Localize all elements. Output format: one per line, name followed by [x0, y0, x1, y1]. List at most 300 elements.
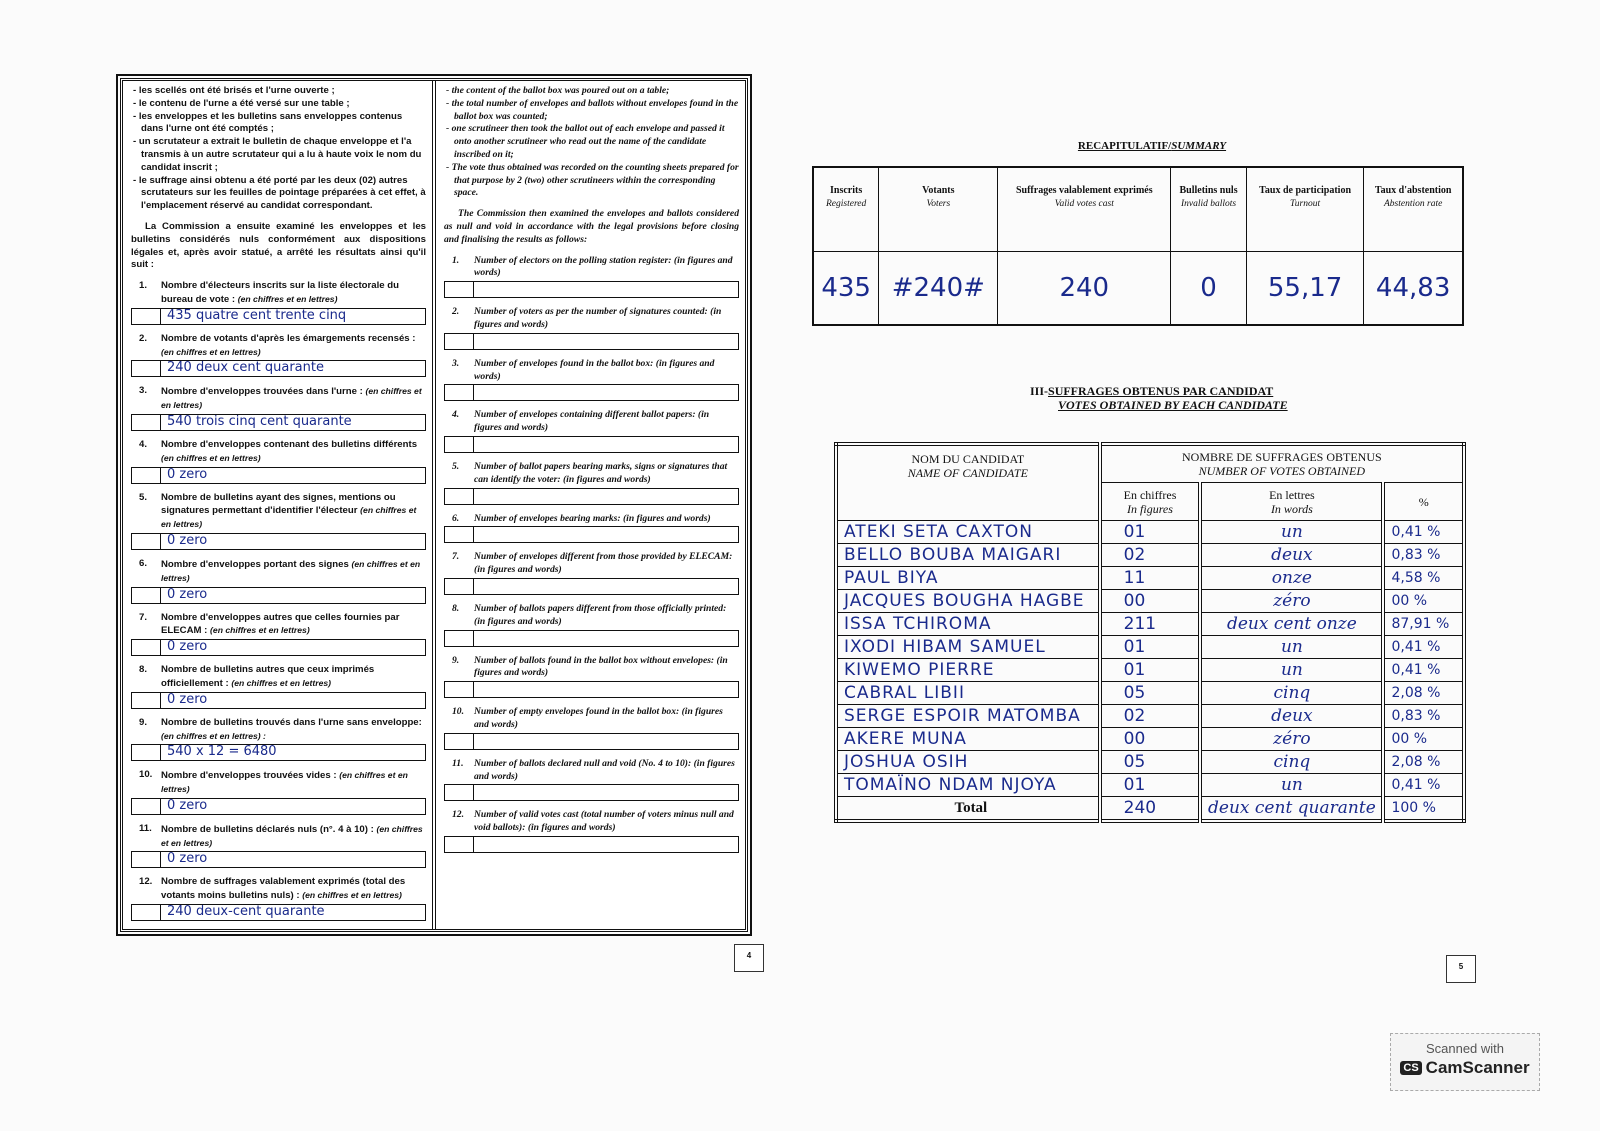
item-hint: (en chiffres et en lettres) [210, 625, 310, 636]
answer-code-cell [132, 905, 161, 920]
summary-value: 44,83 [1364, 252, 1463, 326]
answer-field[interactable] [444, 488, 739, 505]
item-text [161, 876, 426, 903]
candidate-name: JOSHUA OSIH [836, 751, 1100, 774]
handwritten-answer [474, 385, 738, 400]
procedure-bullet: - the content of the ballot box was poured out on a table; [446, 85, 670, 96]
candidate-votes-words: deux [1200, 544, 1383, 567]
answer-code-cell [445, 785, 474, 800]
header-votes-obtained: NOMBRE DE SUFFRAGES OBTENUS NUMBER OF VOTES OBTAINED [1100, 444, 1464, 483]
form-item-question [444, 409, 739, 435]
handwritten-answer [474, 631, 738, 646]
handwritten-answer [474, 682, 738, 697]
form-item [444, 809, 739, 853]
answer-code-cell [445, 837, 474, 852]
summary-header-fr: Bulletins nuls [1179, 185, 1238, 196]
candidate-votes-figures: 11 [1100, 567, 1201, 590]
item-label: Nombre de suffrages valablement exprimés (total des votants moins bulletins nuls) : [161, 876, 406, 902]
procedure-bullet: - les scellés ont été brisés et l'urne ouverte ; [133, 85, 335, 96]
candidate-votes-figures: 02 [1100, 544, 1201, 567]
form-item-question [131, 823, 426, 851]
item-label: Nombre de votants d'après les émargements recensés : [161, 332, 416, 344]
item-label: Nombre d'enveloppes autres que celles fournies par ELECAM : [161, 611, 400, 637]
item-number: 11. [452, 757, 464, 769]
answer-field[interactable] [131, 692, 426, 709]
candidate-percent: 0,83 % [1383, 544, 1464, 567]
candidate-votes-words: un [1200, 521, 1383, 544]
item-text [161, 280, 426, 307]
votes-title-fr: SUFFRAGES OBTENUS PAR CANDIDAT [1048, 384, 1274, 398]
handwritten-answer: 240 deux cent quarante [167, 361, 324, 376]
item-number: 1. [139, 280, 148, 292]
candidate-votes-figures: 05 [1100, 682, 1201, 705]
handwritten-answer: 540 x 12 = 6480 [167, 745, 277, 760]
candidate-votes-words: un [1200, 774, 1383, 797]
candidate-name: AKERE MUNA [836, 728, 1100, 751]
item-number: 6. [139, 557, 148, 569]
item-text [161, 385, 426, 413]
answer-field[interactable] [444, 384, 739, 401]
handwritten-answer: 0 zero [167, 640, 208, 655]
form-item [131, 492, 426, 550]
summary-table [812, 166, 1464, 326]
answer-field[interactable] [131, 533, 426, 550]
item-text [161, 664, 426, 691]
form-item [131, 769, 426, 815]
handwritten-answer: 435 quatre cent trente cinq [167, 308, 347, 323]
candidate-row [836, 521, 1464, 544]
form-item [444, 255, 739, 299]
french-paragraph: La Commission a ensuite examiné les enveloppes et les bulletins considérés nuls conformément aux dispositions légales et, après avoir statué, a arrêté les résultats ainsi qu'il suit : [131, 220, 426, 271]
candidate-votes-figures: 00 [1100, 728, 1201, 751]
candidate-votes-words: zéro [1200, 590, 1383, 613]
handwritten-answer: 0 zero [167, 467, 208, 482]
candidate-votes-figures: 05 [1100, 751, 1201, 774]
handwritten-answer [474, 734, 738, 749]
item-text [161, 612, 426, 639]
form-item-question [444, 255, 739, 281]
summary-value: 0 [1171, 252, 1247, 326]
item-label: Number of empty envelopes found in the ballot box: (in figures and words) [474, 706, 723, 730]
item-label: Number of voters as per the number of signatures counted: (in figures and words) [474, 306, 722, 330]
candidate-name: TOMAÏNO NDAM NJOYA [836, 774, 1100, 797]
candidate-votes-words: deux cent onze [1200, 613, 1383, 636]
item-label: Nombre d'électeurs inscrits sur la liste électorale du bureau de vote : [161, 280, 399, 305]
item-label: Number of ballots found in the ballot box without envelopes: (in figures and words) [474, 654, 728, 679]
item-label: Nombre de bulletins déclarés nuls (n°. 4 à 10) : [161, 823, 374, 835]
answer-field[interactable] [131, 587, 426, 604]
item-label: Nombre d'enveloppes contenant des bulletins différents [161, 438, 418, 450]
answer-field[interactable] [444, 526, 739, 543]
item-hint: (en chiffres et en lettres) [161, 452, 261, 463]
summary-header [813, 167, 879, 252]
handwritten-answer [474, 282, 738, 297]
french-items [131, 280, 426, 921]
summary-header-en: Voters [926, 199, 951, 209]
candidate-row [836, 567, 1464, 590]
total-percent: 100 % [1383, 797, 1464, 822]
form-item-question [131, 664, 426, 691]
item-label: Number of envelopes different from those provided by ELECAM: (in figures and words) [474, 551, 733, 576]
form-item-question [131, 558, 426, 586]
item-number: 12. [139, 876, 153, 888]
form-item-question [444, 306, 739, 332]
page-number-5: 5 [1446, 955, 1476, 983]
answer-field[interactable] [444, 630, 739, 647]
watermark-text: Scanned with [1425, 1041, 1505, 1056]
left-page-form [120, 78, 748, 932]
procedure-bullet: - le contenu de l'urne a été versé sur une table ; [133, 97, 350, 109]
item-text [474, 758, 739, 784]
total-label: Total [836, 797, 1100, 822]
form-item-question [444, 655, 739, 681]
item-label: Nombre de bulletins trouvés dans l'urne sans enveloppe: [161, 716, 422, 728]
answer-field[interactable] [444, 281, 739, 298]
answer-code-cell [445, 489, 474, 504]
answer-code-cell [445, 579, 474, 594]
candidate-percent: 87,91 % [1383, 613, 1464, 636]
summary-header-fr: Votants [922, 185, 955, 196]
candidate-votes-figures: 01 [1100, 636, 1201, 659]
page-number-4: 4 [734, 944, 764, 972]
item-number: 2. [139, 332, 148, 344]
candidate-percent: 0,41 % [1383, 659, 1464, 682]
item-number: 10. [139, 769, 153, 781]
candidate-row [836, 751, 1464, 774]
handwritten-answer: 0 zero [167, 692, 208, 707]
answer-code-cell [132, 361, 161, 376]
votes-title-en: VOTES OBTAINED BY EACH CANDIDATE [1058, 398, 1288, 412]
french-procedure-list [131, 85, 426, 213]
answer-code-cell [132, 852, 161, 867]
candidate-percent: 0,83 % [1383, 705, 1464, 728]
total-row [836, 797, 1464, 822]
handwritten-answer: 540 trois cinq cent quarante [167, 414, 352, 429]
form-item-question [444, 513, 739, 526]
summary-header-en: Turnout [1290, 199, 1321, 209]
item-label: Number of envelopes bearing marks: (in figures and words) [474, 512, 711, 524]
item-text [161, 333, 426, 360]
answer-field[interactable] [131, 639, 426, 656]
answer-code-cell [445, 334, 474, 349]
summary-header-fr: Suffrages valablement exprimés [1015, 185, 1153, 196]
item-label: Number of envelopes found in the ballot box: (in figures and words) [474, 357, 715, 382]
candidate-votes-figures: 01 [1100, 659, 1201, 682]
item-text [474, 306, 739, 332]
item-number: 11. [139, 822, 152, 834]
total-figures: 240 [1100, 797, 1201, 822]
candidate-votes-figures: 02 [1100, 705, 1201, 728]
form-item [131, 558, 426, 604]
candidate-votes-words: onze [1200, 567, 1383, 590]
procedure-bullet: - le suffrage ainsi obtenu a été porté par les deux (02) autres scrutateurs sur les feuilles de pointage préparées à cet effet, à l'emplacement réservé au candidat correspondant. [133, 174, 426, 212]
handwritten-answer [474, 334, 738, 349]
handwritten-answer [474, 785, 738, 800]
item-label: Number of electors on the polling station register: (in figures and words) [474, 254, 733, 279]
summary-title-fr: RECAPITULATIF/ [1077, 140, 1172, 152]
handwritten-answer [474, 837, 738, 852]
form-item [131, 333, 426, 378]
form-item-question [131, 769, 426, 797]
answer-field[interactable] [131, 744, 426, 761]
procedure-bullet: - the total number of envelopes and ballots without envelopes found in the ballot box was counted; [446, 97, 739, 122]
handwritten-answer [474, 579, 738, 594]
candidate-row [836, 728, 1464, 751]
item-number: 8. [452, 602, 460, 614]
handwritten-answer: 0 zero [167, 533, 208, 548]
form-item [444, 758, 739, 802]
form-item [444, 409, 739, 453]
item-hint: (en chiffres et en lettres) [237, 293, 338, 304]
item-number: 2. [452, 306, 460, 318]
form-item [131, 664, 426, 709]
item-text [161, 823, 426, 851]
answer-field[interactable] [131, 904, 426, 921]
form-item [131, 439, 426, 484]
candidate-row [836, 705, 1464, 728]
item-number: 6. [452, 512, 460, 524]
candidate-percent: 2,08 % [1383, 682, 1464, 705]
candidate-votes-figures: 01 [1100, 774, 1201, 797]
item-hint: (en chiffres et en lettres) [161, 386, 422, 411]
item-text [474, 551, 739, 577]
answer-code-cell [445, 631, 474, 646]
header-percent: % [1383, 483, 1464, 521]
answer-field[interactable] [131, 851, 426, 868]
summary-header-en: Invalid ballots [1180, 199, 1237, 209]
item-label: Number of ballots declared null and void (No. 4 to 10): (in figures and words) [474, 757, 735, 782]
answer-code-cell [132, 799, 161, 814]
item-label: Nombre de bulletins autres que ceux imprimés officiellement : [161, 664, 375, 689]
form-item [131, 717, 426, 762]
item-text [474, 255, 739, 281]
candidate-percent: 0,41 % [1383, 521, 1464, 544]
candidate-votes-figures: 01 [1100, 521, 1201, 544]
item-number: 5. [139, 491, 148, 503]
handwritten-answer [474, 489, 738, 504]
item-text [474, 409, 739, 435]
item-text [474, 603, 739, 629]
item-text [474, 706, 739, 732]
form-item-question [444, 706, 739, 732]
item-hint: (en chiffres et en lettres) [161, 823, 423, 848]
candidate-name: JACQUES BOUGHA HAGBE [836, 590, 1100, 613]
form-item [444, 358, 739, 402]
form-item-question [444, 461, 739, 487]
procedure-bullet: - les enveloppes et les bulletins sans enveloppes contenus dans l'urne ont été comptés ; [133, 110, 403, 135]
handwritten-answer: 0 zero [167, 852, 208, 867]
form-item [444, 513, 739, 544]
item-text [161, 769, 426, 797]
item-hint: (en chiffres et en lettres) [231, 677, 332, 688]
item-number: 7. [452, 551, 460, 563]
item-hint: (en chiffres et en lettres) [302, 890, 402, 901]
candidate-row [836, 590, 1464, 613]
candidate-votes-words: un [1200, 659, 1383, 682]
candidate-row [836, 682, 1464, 705]
candidate-percent: 00 % [1383, 728, 1464, 751]
form-item-question [131, 492, 426, 532]
item-number: 7. [139, 611, 148, 623]
summary-value: 55,17 [1246, 252, 1363, 326]
handwritten-answer: 240 deux-cent quarante [167, 905, 325, 920]
answer-field[interactable] [131, 360, 426, 377]
answer-code-cell [445, 682, 474, 697]
item-label: Nombre de bulletins ayant des signes, mentions ou signatures permettant d'identifier l'électeur [161, 491, 396, 517]
item-number: 5. [452, 460, 460, 472]
item-label: Nombre d'enveloppes trouvées dans l'urne : [161, 386, 363, 398]
form-item [444, 306, 739, 350]
summary-value: 435 [813, 252, 879, 326]
item-text [161, 558, 426, 586]
english-procedure-list [444, 85, 739, 200]
total-words: deux cent quarante [1200, 797, 1383, 822]
form-item-question [131, 439, 426, 466]
answer-code-cell [132, 640, 161, 655]
answer-field[interactable] [131, 467, 426, 484]
answer-code-cell [132, 468, 161, 483]
summary-header [1171, 167, 1247, 252]
form-item-question [444, 603, 739, 629]
form-item [444, 603, 739, 647]
answer-code-cell [132, 534, 161, 549]
summary-header-en: Registered [826, 199, 867, 209]
answer-field[interactable] [444, 836, 739, 853]
form-item [444, 655, 739, 699]
form-item-question [131, 385, 426, 413]
answer-code-cell [132, 415, 161, 430]
answer-code-cell [445, 734, 474, 749]
form-item [131, 280, 426, 325]
form-item [444, 461, 739, 505]
item-label: Number of ballot papers bearing marks, signs or signatures that can identify the voter: (in figures and words) [474, 460, 728, 485]
right-page [812, 140, 1472, 326]
candidate-votes-words: cinq [1200, 682, 1383, 705]
camscanner-logo-icon: CS [1400, 1061, 1421, 1075]
summary-header [879, 167, 998, 252]
item-hint: (en chiffres et en lettres) [161, 505, 417, 530]
item-number: 1. [452, 254, 460, 266]
procedure-bullet: - one scrutineer then took the ballot out of each envelope and passed it onto another scrutineer who read out the name of the candidate inscribed on it; [446, 123, 725, 160]
answer-code-cell [132, 309, 161, 324]
candidate-name: ISSA TCHIROMA [836, 613, 1100, 636]
form-item [444, 551, 739, 595]
item-text [474, 358, 739, 384]
answer-field[interactable] [131, 308, 426, 325]
candidate-votes-words: zéro [1200, 728, 1383, 751]
candidate-votes-words: cinq [1200, 751, 1383, 774]
form-item-question [444, 758, 739, 784]
watermark-brand: CamScanner [1425, 1058, 1530, 1077]
item-number: 9. [139, 716, 148, 728]
english-paragraph: The Commission then examined the envelopes and ballots considered as null and void in accordance with the legal provisions before closing and finalising the results as follows: [444, 208, 739, 245]
item-text [161, 492, 426, 532]
header-in-words: En lettres In words [1200, 483, 1383, 521]
answer-field[interactable] [444, 333, 739, 350]
candidate-votes-figures: 00 [1100, 590, 1201, 613]
summary-value: 240 [998, 252, 1171, 326]
summary-header-en: Valid votes cast [1054, 199, 1114, 209]
answer-code-cell [132, 745, 161, 760]
form-item-question [131, 717, 426, 744]
form-item [131, 612, 426, 657]
section-prefix: III- [1030, 384, 1049, 398]
candidate-percent: 0,41 % [1383, 774, 1464, 797]
form-item-question [131, 612, 426, 639]
candidate-votes-table [834, 442, 1466, 823]
handwritten-answer [474, 527, 738, 542]
answer-field[interactable] [131, 798, 426, 815]
item-number: 3. [139, 385, 148, 397]
answer-field[interactable] [444, 733, 739, 750]
candidate-percent: 2,08 % [1383, 751, 1464, 774]
item-text [161, 439, 426, 466]
item-label: Number of ballots papers different from those officially printed: (in figures and words) [474, 602, 727, 627]
candidate-votes-figures: 211 [1100, 613, 1201, 636]
candidate-name: IXODI HIBAM SAMUEL [836, 636, 1100, 659]
header-candidate-name: NOM DU CANDIDAT NAME OF CANDIDATE [836, 444, 1100, 521]
candidate-name: CABRAL LIBII [836, 682, 1100, 705]
item-number: 3. [452, 357, 460, 369]
answer-field[interactable] [131, 414, 426, 431]
item-label: Nombre d'enveloppes portant des signes [161, 558, 349, 570]
candidate-name: PAUL BIYA [836, 567, 1100, 590]
item-hint: (en chiffres et en lettres) [161, 346, 261, 357]
summary-header [1364, 167, 1463, 252]
item-text [161, 717, 426, 744]
item-hint: (en chiffres et en lettres) [161, 770, 408, 795]
form-item-question [131, 333, 426, 360]
candidate-percent: 4,58 % [1383, 567, 1464, 590]
item-text [474, 655, 739, 681]
candidate-row [836, 636, 1464, 659]
item-number: 4. [139, 438, 148, 450]
candidate-row [836, 774, 1464, 797]
item-number: 10. [452, 706, 464, 718]
answer-code-cell [132, 588, 161, 603]
form-item-question [131, 280, 426, 307]
answer-field[interactable] [444, 578, 739, 595]
candidate-row [836, 544, 1464, 567]
french-column [123, 81, 436, 929]
candidate-row [836, 659, 1464, 682]
summary-header-fr: Inscrits [830, 185, 863, 196]
summary-header [1246, 167, 1363, 252]
item-text [474, 513, 739, 526]
item-hint: (en chiffres et en lettres) [161, 558, 421, 583]
candidate-name: SERGE ESPOIR MATOMBA [836, 705, 1100, 728]
summary-value: #240# [879, 252, 998, 326]
summary-title-en: SUMMARY [1171, 140, 1227, 152]
answer-field[interactable] [444, 681, 739, 698]
form-item [444, 706, 739, 750]
summary-header [998, 167, 1171, 252]
answer-field[interactable] [444, 784, 739, 801]
form-item-question [444, 358, 739, 384]
summary-header-en: Abstention rate [1383, 199, 1443, 209]
handwritten-answer: 0 zero [167, 587, 208, 602]
english-items [444, 255, 739, 853]
item-number: 8. [139, 664, 148, 676]
handwritten-answer: 0 zero [167, 798, 208, 813]
item-number: 9. [452, 654, 460, 666]
votes-section-title [1030, 384, 1288, 412]
answer-field[interactable] [444, 436, 739, 453]
summary-header-fr: Taux d'abstention [1374, 185, 1452, 196]
candidate-votes-words: deux [1200, 705, 1383, 728]
procedure-bullet: - un scrutateur a extrait le bulletin de chaque enveloppe et l'a transmis à un autre scrutateur qui a lu à haute voix le nom du candidat inscrit ; [133, 136, 422, 173]
form-item-question [444, 551, 739, 577]
